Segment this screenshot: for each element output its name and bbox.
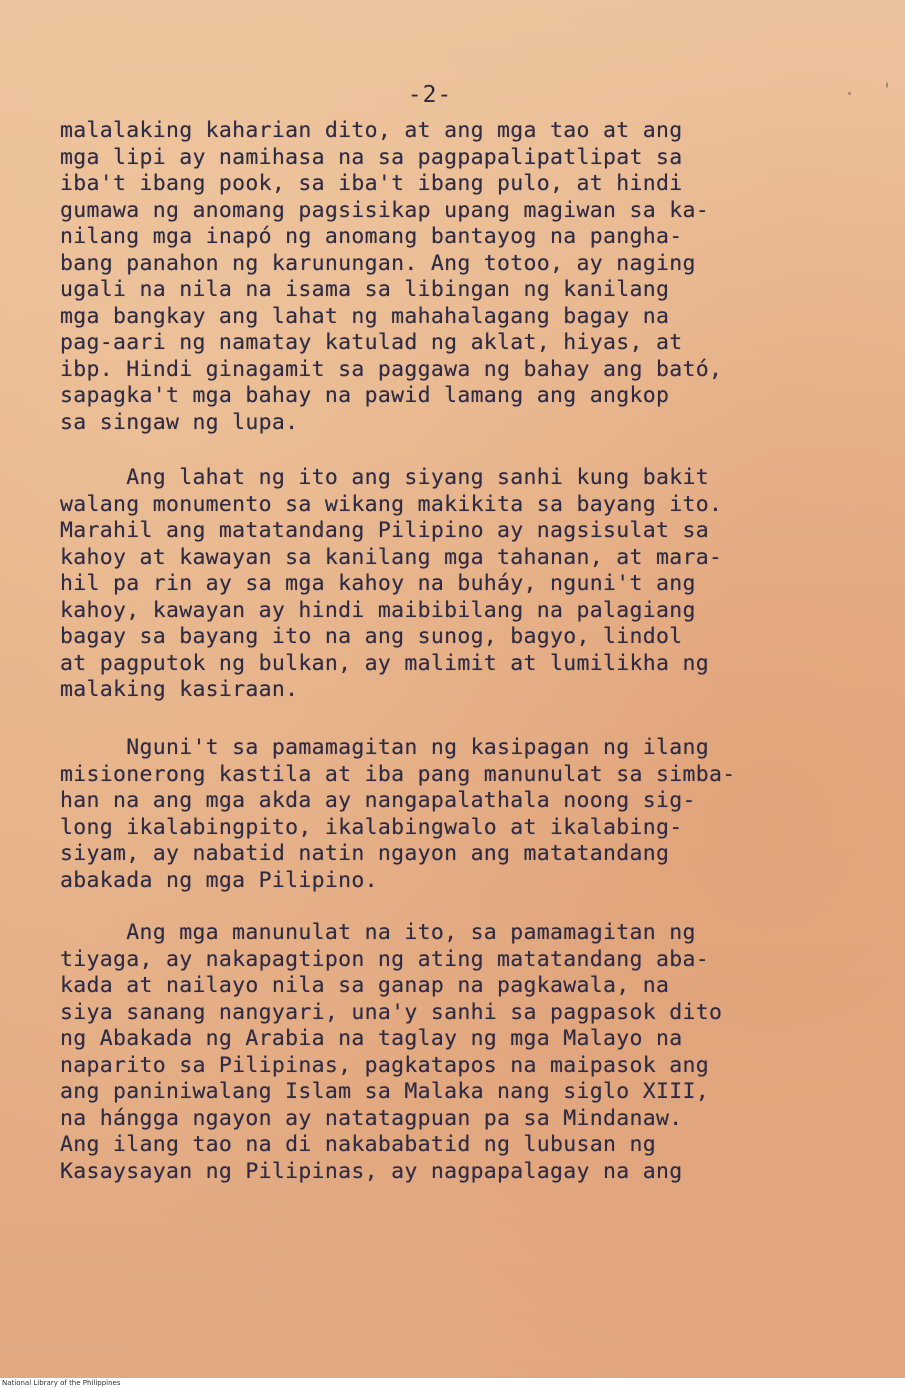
text-line: Ang lahat ng ito ang siyang sanhi kung bakit <box>60 465 709 490</box>
text-line: walang monumento sa wikang makikita sa bayang ito. <box>60 491 723 517</box>
text-line: kada at nailayo nila sa ganap na pagkawala, na <box>60 973 670 998</box>
text-line: malalaking kaharian dito, at ang mga tao at ang <box>60 118 683 143</box>
text-line: kahoy at kawayan sa kanilang mga tahanan, at mara- <box>60 544 723 570</box>
paper-speck <box>886 82 888 88</box>
paragraph-3 <box>60 735 860 894</box>
text-line: hil pa rin ay sa mga kahoy na buháy, nguni't ang <box>60 571 696 596</box>
text-line: abakada ng mga Pilipino. <box>60 867 378 893</box>
page-number: -2- <box>407 82 453 108</box>
text-line: kahoy, kawayan ay hindi maibibilang na palagiang <box>60 597 696 623</box>
text-line: iba't ibang pook, sa iba't ibang pulo, at hindi <box>60 171 683 196</box>
text-line: na hángga ngayon ay natatagpuan pa sa Mindanaw. <box>60 1105 683 1131</box>
text-line: naparito sa Pilipinas, pagkatapos na maipasok ang <box>60 1052 709 1078</box>
text-line: sapagka't mga bahay na pawid lamang ang angkop <box>60 383 670 408</box>
text-line: bang panahon ng karunungan. Ang totoo, ay naging <box>60 250 696 276</box>
text-line: misionerong kastila at iba pang manunulat sa simba- <box>60 761 736 787</box>
text-line: ibp. Hindi ginagamit sa paggawa ng bahay ang bató, <box>60 356 723 382</box>
text-line: siyam, ay nabatid natin ngayon ang matatandang <box>60 841 670 866</box>
text-line: bagay sa bayang ito na ang sunog, bagyo, lindol <box>60 624 683 649</box>
text-line: sa singaw ng lupa. <box>60 409 299 435</box>
text-line: Marahil ang matatandang Pilipino ay nagsisulat sa <box>60 518 709 543</box>
text-line: nilang mga inapó ng anomang bantayog na pangha- <box>60 224 683 249</box>
text-line: at pagputok ng bulkan, ay malimit at lumilikha ng <box>60 650 709 676</box>
text-line: ng Abakada ng Arabia na taglay ng mga Malayo na <box>60 1026 683 1051</box>
text-line: mga lipi ay namihasa na sa pagpapalipatlipat sa <box>60 144 683 170</box>
text-line: siya sanang nangyari, una'y sanhi sa pagpasok dito <box>60 999 723 1025</box>
text-line: malaking kasiraan. <box>60 677 299 702</box>
footer-bar <box>0 1378 905 1388</box>
paragraph-2 <box>60 465 860 704</box>
text-line: mga bangkay ang lahat ng mahahalagang bagay na <box>60 303 670 329</box>
footer-credit: National Library of the Philippines <box>2 1379 121 1387</box>
text-line: Kasaysayan ng Pilipinas, ay nagpapalagay na ang <box>60 1158 683 1184</box>
text-line: han na ang mga akda ay nangapalathala noong sig- <box>60 788 696 813</box>
paragraph-1 <box>60 118 860 436</box>
text-line: long ikalabingpito, ikalabingwalo at ikalabing- <box>60 814 683 840</box>
text-line: Nguni't sa pamamagitan ng kasipagan ng ilang <box>60 735 709 760</box>
text-line: ugali na nila na isama sa libingan ng kanilang <box>60 277 670 302</box>
text-line: ang paniniwalang Islam sa Malaka nang siglo XIII, <box>60 1079 709 1104</box>
paragraph-4 <box>60 920 860 1185</box>
text-line: Ang mga manunulat na ito, sa pamamagitan ng <box>60 920 696 945</box>
paper-speck <box>848 92 851 95</box>
text-line: Ang ilang tao na di nakababatid ng lubusan ng <box>60 1132 656 1157</box>
text-line: tiyaga, ay nakapagtipon ng ating matatandang aba- <box>60 946 709 972</box>
text-line: gumawa ng anomang pagsisikap upang magiwan sa ka- <box>60 197 709 223</box>
text-line: pag-aari ng namatay katulad ng aklat, hiyas, at <box>60 330 683 355</box>
